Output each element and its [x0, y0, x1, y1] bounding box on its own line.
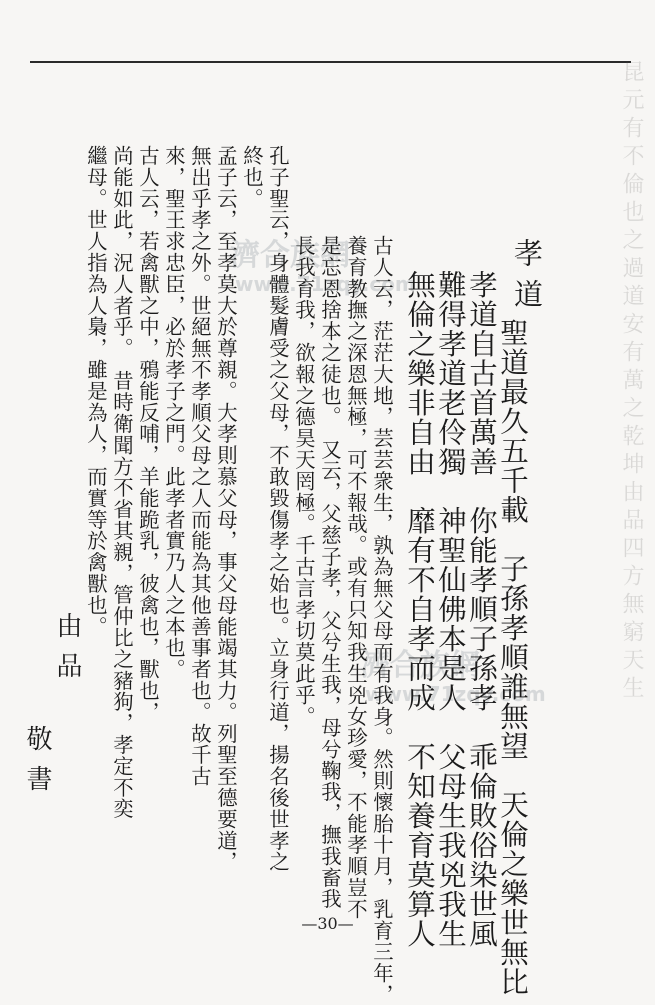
watermark-text: 濟合族網: [360, 648, 480, 683]
text-column: 古人云，若禽獸之中，鴉能反哺，羊能跪乳，彼禽也，獸也，: [136, 145, 160, 723]
text-column: 養育教撫之深恩無極，可不報哉。或有只知我生兇女珍愛，不能孝順豈不: [344, 235, 368, 920]
text-column: 是忘恩捨本之徒也。 又云，父慈子孝，父兮生我，母兮鞠我，撫我畜我: [318, 235, 342, 910]
page-title: 孝道: [510, 238, 544, 320]
text-column: 無出乎孝之外。世絕無不孝順父母之人而能為其他善事者也。故千古: [188, 145, 212, 787]
text-column: 孟子云，至孝莫大於尊親。大孝則慕父母，事父母能竭其力。列聖至德要道，: [214, 145, 238, 873]
author-verb: 敬書: [22, 725, 52, 805]
text-column: 繼母。世人指為人梟，雖是為人，而實等於禽獸也。: [84, 145, 108, 638]
text-column: 終也。: [240, 145, 264, 210]
text-column: 孔子聖云，身體髮膚受之父母，不敢毀傷孝之始也。立身行道，揚名後世孝之: [266, 145, 290, 873]
top-rule: [30, 61, 631, 63]
text-column: 古人云，茫茫大地，芸芸衆生，孰為無父母而有我身。然則懷胎十月，乳育三年，: [370, 235, 394, 1005]
poem-column: 難得孝道老伶獨 神聖仙佛本是人 父母生我兇我生: [434, 270, 467, 949]
poem-column: 聖道最久五千載 子孫孝順誰無望 天倫之樂世無比: [496, 318, 529, 997]
page-number: —30—: [301, 914, 354, 933]
watermark-text: 濟合族網: [230, 238, 350, 273]
poem-column: 無倫之樂非自由 靡有不自孝而成 不知養育莫算人: [403, 270, 436, 949]
text-column: 長我育我，欲報之德昊天罔極。千古言孝切莫此乎。: [292, 235, 316, 728]
bleed-through-text: 昆元有不倫也之過道安有萬之乾坤由品四方無窮天生: [619, 60, 644, 704]
author-name: 由品: [52, 612, 82, 692]
poem-column: 孝道自古首萬善 你能孝順子孫孝 乖倫敗俗染世風: [465, 270, 498, 949]
watermark-url: www.71zqy.com: [365, 682, 546, 706]
watermark-url: www.71zqy.com: [235, 272, 416, 296]
text-column: 尚能如此，況人者乎。 昔時衛聞方不省其親，管仲比之豬狗，孝定不奕: [110, 145, 134, 820]
text-column: 來，聖王求忠臣，必於孝子之門。此孝者實乃人之本也。: [162, 145, 186, 680]
